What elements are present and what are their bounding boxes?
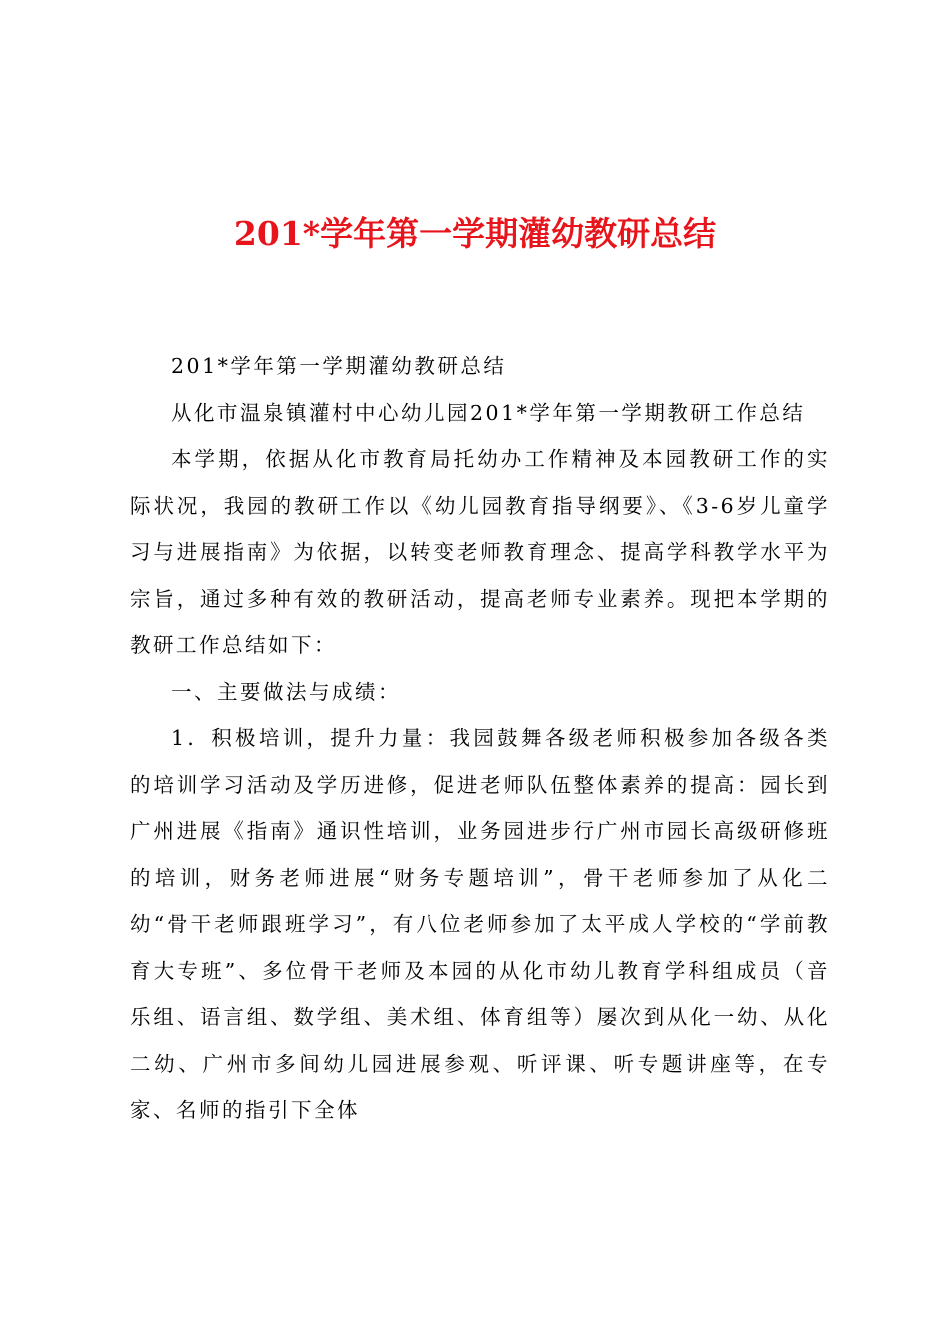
paragraph-heading-repeat: 201*学年第一学期灌幼教研总结: [171, 354, 507, 378]
paragraph-section-heading: 一、主要做法与成绩：: [171, 679, 401, 704]
document-title: 201*学年第一学期灌幼教研总结: [233, 214, 717, 253]
document-body: [130, 343, 830, 1134]
paragraph-intro: 本学期，依据从化市教育局托幼办工作精神及本园教研工作的实际状况，我园的教研工作以《幼儿园教育指导纲要》、《3-6岁儿童学习与进展指南》为依据，以转变老师教育理念、提高学科教学水平为宗旨，通过多种有效的教研活动，提高老师专业素养。现把本学期的教研工作总结如下：: [130, 447, 830, 657]
paragraph-training: 1．积极培训，提升力量：我园鼓舞各级老师积极参加各级各类的培训学习活动及学历进修，促进老师队伍整体素养的提高：园长到广州进展《指南》通识性培训，业务园进步行广州市园长高级研修班的培训，财务老师进展“财务专题培训”，骨干老师参加了从化二幼“骨干老师跟班学习”，有八位老师参加了太平成人学校的“学前教育大专班”、多位骨干老师及本园的从化市幼儿教育学科组成员（音乐组、语言组、数学组、美术组、体育组等）屡次到从化一幼、从化二幼、广州市多间幼儿园进展参观、听评课、听专题讲座等，在专家、名师的指引下全体: [130, 726, 830, 1122]
paragraph-subtitle: 从化市温泉镇灌村中心幼儿园201*学年第一学期教研工作总结: [171, 400, 806, 425]
